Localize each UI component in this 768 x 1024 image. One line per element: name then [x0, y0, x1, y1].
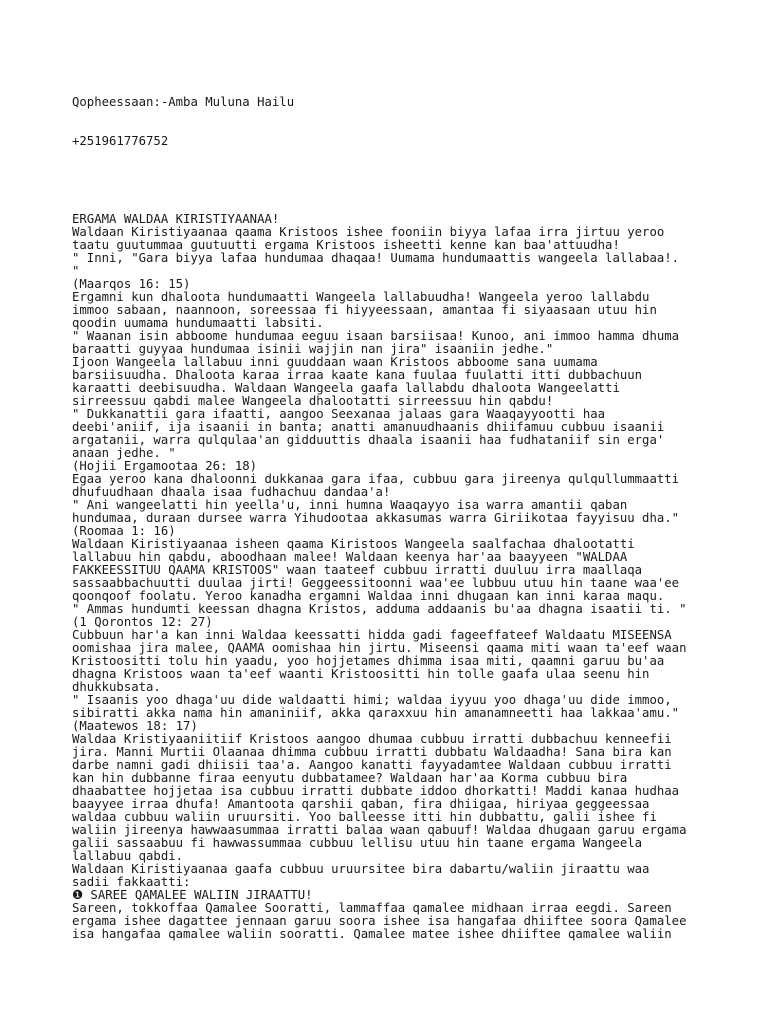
text-line: "	[72, 264, 80, 278]
text-line: FAKKEESSITUU QAAMA KRISTOOS" waan taateef cubbuu irratti duuluu irra maallaqa	[72, 563, 643, 577]
text-line: karaatti deebisuudha. Waldaan Wangeela gaafa lallabdu dhaloota Wangeelatti	[72, 381, 620, 395]
text-line: darbe namni gadi dhiisii taa'a. Aangoo kanatti fayyadamtee Waldaan cubbuu irratti	[72, 758, 672, 772]
text-line: " Isaanis yoo dhaga'uu dide waldaatti himi; waldaa iyyuu yoo dhaga'uu dide immoo,	[72, 693, 672, 707]
text-line: argatanii, warra qulqulaa'an gidduuttis dhaala isaanii haa fudhataniif sin erga'	[72, 433, 665, 447]
text-line: kan hin dubbanne firaa eenyutu dubbatamee? Waldaan har'aa Korma cubbuu bira	[72, 771, 628, 785]
text-line: sassaabbachuutti duulaa jirti! Geggeessitoonni waa'ee lubbuu utuu hin taane waa'ee	[72, 576, 680, 590]
text-line: deebi'aniif, ija isaanii in banta; anatti amanuudhaanis dhiifamuu cubbuu isaanii	[72, 420, 665, 434]
text-line: Egaa yeroo kana dhaloonni dukkanaa gara ifaa, cubbuu gara jireenya qulqullummaatti	[72, 472, 680, 486]
text-line: " Dukkanattii gara ifaatti, aangoo Seexanaa jalaas gara Waaqayyootti haa	[72, 407, 606, 421]
text-line: barsiisuudha. Dhaloota karaa irraa kaate kana fuulaa fuulatti itti dubbachuun	[72, 368, 643, 382]
text-line: taatu guutummaa guutuutti ergama Kristoos isheetti kenne kan baa'attuudha!	[72, 238, 620, 252]
text-line: " Ammas hundumti keessan dhagna Kristos, adduma addaanis bu'aa dhagna isaatii ti. "	[72, 602, 687, 616]
text-line: waldaa cubbuu waliin uruursiti. Yoo balleesse itti hin dubbattu, galii ishee fi	[72, 810, 657, 824]
text-line: " Ani wangeelatti hin yeella'u, inni humna Waaqayyo isa warra amantii qaban	[72, 498, 628, 512]
text-line: (Roomaa 1: 16)	[72, 524, 176, 538]
text-line: dhufuudhaan dhaala isaa fudhachuu dandaa'a!	[72, 485, 391, 499]
text-line: sibiratti akka nama hin amaniniif, akka qaraxxuu hin amanamneetti haa lakkaa'amu."	[72, 706, 680, 720]
text-line: " Inni, "Gara biyya lafaa hundumaa dhaqaa! Uumama hundumaattis wangeela lallabaa!.	[72, 251, 680, 265]
text-line: galii sassaabuu fi hawwassummaa cubbuu lellisu utuu hin taane ergama Wangeela	[72, 836, 643, 850]
phone-line: +251961776752	[72, 134, 169, 148]
text-line: qoodin uumama hundumaatti labsiti.	[72, 316, 324, 330]
text-line: dhukkubsata.	[72, 680, 161, 694]
text-line: anaan jedhe. "	[72, 446, 176, 460]
text-line: oomishaa jira malee, QAAMA oomishaa hin jirtu. Miseensi qaama miti waan ta'eef waan	[72, 641, 687, 655]
text-line: Waldaan Kiristiyaanaa qaama Kristoos ishee fooniin biyya lafaa irra jirtuu yeroo	[72, 225, 665, 239]
text-line: lallabuu hin qabdu, aboodhaan malee! Waldaan keenya har'aa baayyeen "WALDAA	[72, 550, 628, 564]
section-title: ERGAMA WALDAA KIRISTIYAANAA!	[72, 212, 280, 226]
text-line: waliin jireenya hawwaasummaa irratti balaa waan qabuuf! Waldaa dhugaan garuu ergama	[72, 823, 687, 837]
text-line: (1 Qorontos 12: 27)	[72, 615, 213, 629]
text-line: (Maatewos 18: 17)	[72, 719, 198, 733]
text-line: immoo sabaan, naannoon, soreessaa fi hiyyeessaan, amantaa fi siyaasaan utuu hin	[72, 303, 657, 317]
blank-line	[72, 174, 712, 187]
text-line: " Waanan isin abboome hundumaa eeguu isaan barsiisaa! Kunoo, ani immoo hamma dhuma	[72, 329, 680, 343]
text-line: dhagna Kristoos waan ta'eef waanti Kristoositti hin tolle gaafa ulaa seenu hin	[72, 667, 650, 681]
text-line: hundumaa, duraan dursee warra Yihudootaa akkasumas warra Giriikotaa fayyisuu dha."	[72, 511, 680, 525]
text-line: baraatti guyyaa hundumaa isinii wajjin nan jira" isaaniin jedhe."	[72, 342, 554, 356]
text-line: ergama ishee dagattee jennaan garuu soora ishee isa hangafaa dhiiftee soora Qamalee	[72, 914, 687, 928]
document-page	[72, 70, 712, 954]
text-line: Ergamni kun dhaloota hundumaatti Wangeela lallabuudha! Wangeela yeroo lallabdu	[72, 290, 650, 304]
text-line: Kristoositti tolu hin yaadu, yoo hojjetames dhimma isaa miti, qaamni garuu bu'aa	[72, 654, 665, 668]
text-line: sadii fakkaatti:	[72, 875, 191, 889]
text-line: jira. Manni Murtii Olaanaa dhimma cubbuu irratti dubbatu Waldaadha! Sana bira kan	[72, 745, 672, 759]
text-line: lallabuu qabdi.	[72, 849, 184, 863]
text-line: Sareen, tokkoffaa Qamalee Sooratti, lammaffaa qamalee midhaan irraa eegdi. Sareen	[72, 901, 672, 915]
text-line: Waldaan Kiristiyaanaa isheen qaama Kiristoos Wangeela saalfachaa dhalootatti	[72, 537, 635, 551]
text-line: Waldaa Kristiyaaniitiif Kristoos aangoo dhumaa cubbuu irratti dubbachuu kenneefii	[72, 732, 672, 746]
text-line: Ijoon Wangeela lallabuu inni guuddaan waan Kristoos abboome sana uumama	[72, 355, 598, 369]
text-line: baayyee irraa dhufa! Amantoota qarshii qaban, fira dhiigaa, hiriyaa geggeessaa	[72, 797, 650, 811]
text-line: (Hojii Ergamootaa 26: 18)	[72, 459, 258, 473]
text-line: sirreessuu qabdi malee Wangeela dhalootatti sirreessuu hin qabdu!	[72, 394, 554, 408]
text-line: Cubbuun har'a kan inni Waldaa keessatti hidda gadi fageeffateef Waldaatu MISEENSA	[72, 628, 672, 642]
text-line: (Maarqos 16: 15)	[72, 277, 191, 291]
document-body	[72, 213, 712, 941]
text-line: Waldaan Kiristiyaanaa gaafa cubbuu uruursitee bira dabartu/waliin jiraattu waa	[72, 862, 650, 876]
text-line: dhaabattee hojjetaa isa cubbuu irratti dubbate iddoo dhorkatti! Maddi kanaa hudhaa	[72, 784, 680, 798]
text-line: ❶ SAREE QAMALEE WALIIN JIRAATTU!	[72, 888, 313, 902]
text-line: isa hangafaa qamalee waliin sooratti. Qamalee matee ishee dhiiftee qamalee waliin	[72, 927, 672, 941]
author-line: Qopheessaan:-Amba Muluna Hailu	[72, 95, 295, 109]
text-line: qoonqoof foolatu. Yeroo kanadha ergamni Waldaa inni dhugaan kan inni karaa maqu.	[72, 589, 665, 603]
